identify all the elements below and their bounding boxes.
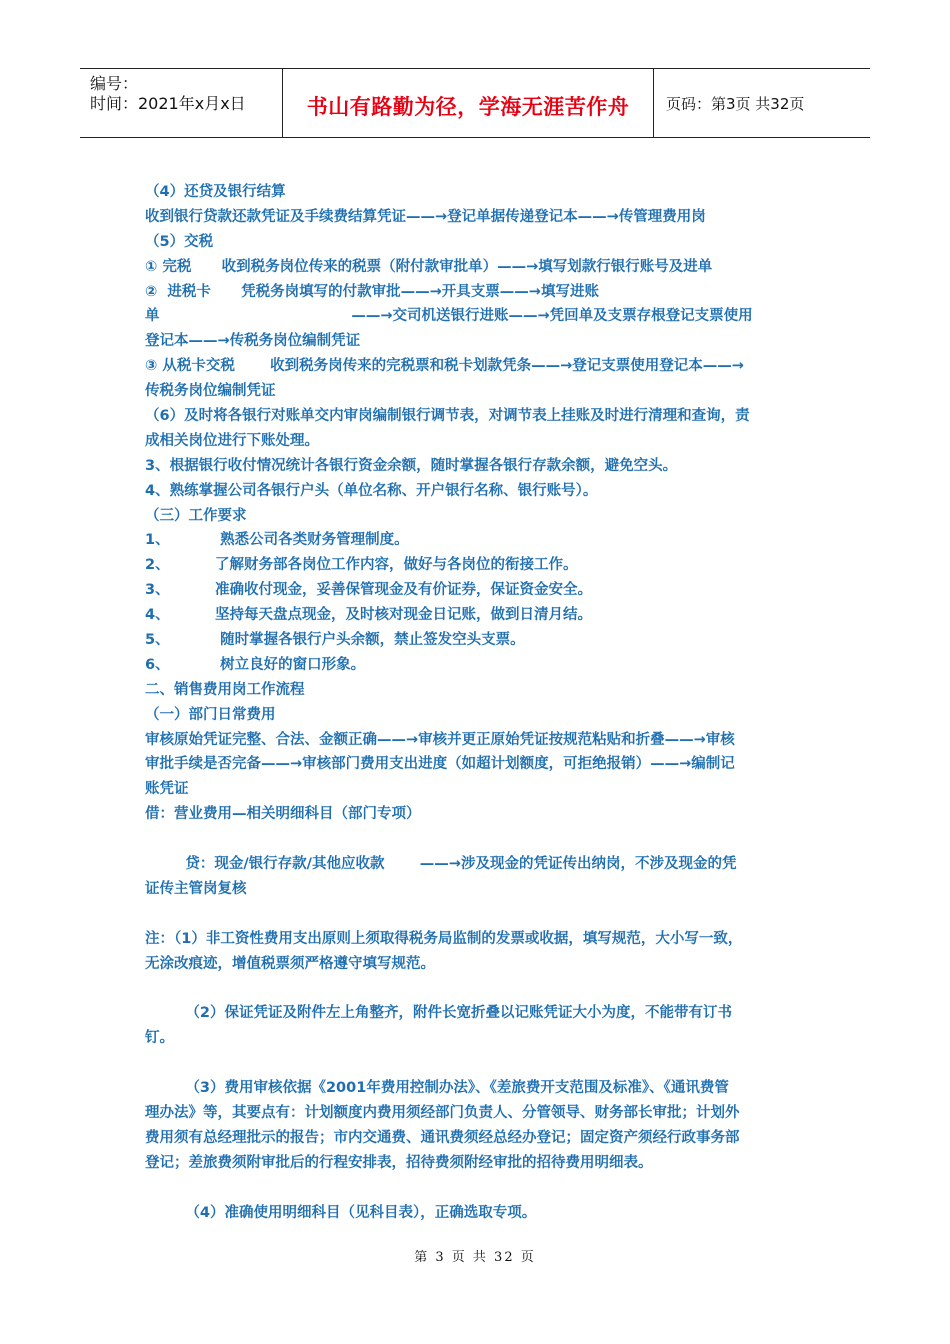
document-body [145, 180, 810, 1225]
text-line: （5）交税 [145, 233, 214, 250]
page-footer: 第 3 页 共 32 页 [414, 1250, 536, 1265]
text-line: 费用须有总经理批示的报告；市内交通费、通讯费须经总经办登记；固定资产须经行政事务部 [145, 1129, 740, 1146]
text-line: ① 完税 收到税务岗位传来的税票（附付款审批单）——→填写划款行银行账号及进单 [145, 258, 713, 275]
text-line: 单 ——→交司机送银行进账——→凭回单及支票存根登记支票使用 [145, 308, 753, 325]
text-line: 贷：现金/银行存款/其他应收款 ——→涉及现金的凭证传出纳岗，不涉及现金的凭 [145, 856, 737, 873]
text-line: ② 进税卡 凭税务岗填写的付款审批——→开具支票——→填写进账 [145, 283, 599, 300]
text-line: （6）及时将各银行对账单交内审岗编制银行调节表，对调节表上挂账及时进行清理和查询，责 [145, 408, 750, 425]
page-header [80, 68, 870, 138]
text-line: （4）准确使用明细科目（见科目表），正确选取专项。 [145, 1204, 537, 1221]
text-line: 注：（1）非工资性费用支出原则上须取得税务局监制的发票或收据，填写规范，大小写一致， [145, 930, 743, 947]
text-line: 1、 熟悉公司各类财务管理制度。 [145, 532, 409, 549]
text-line: 借：营业费用—相关明细科目（部门专项） [145, 806, 421, 823]
text-line: 登记本——→传税务岗位编制凭证 [145, 333, 361, 350]
text-line: 5、 随时掌握各银行户头余额，禁止签发空头支票。 [145, 632, 525, 649]
blank-line [145, 1176, 810, 1201]
text-line: 3、根据银行收付情况统计各银行资金余额，随时掌握各银行存款余额，避免空头。 [145, 457, 678, 474]
page-label: 页码：第3页 共32页 [666, 95, 805, 113]
text-line: 2、 了解财务部各岗位工作内容，做好与各岗位的衔接工作。 [145, 557, 578, 574]
text-line: 理办法》等，其要点有：计划额度内费用须经部门负责人、分管领导、财务部长审批；计划外 [145, 1104, 740, 1121]
text-line: 审批手续是否完备——→审核部门费用支出进度（如超计划额度，可拒绝报销）——→编制记 [145, 756, 735, 773]
blank-line [145, 827, 810, 852]
text-line: 账凭证 [145, 781, 189, 798]
header-page-cell [654, 69, 870, 137]
text-line: （2）保证凭证及附件左上角整齐，附件长宽折叠以记账凭证大小为度，不能带有订书 [145, 1005, 732, 1022]
text-line: 二、销售费用岗工作流程 [145, 681, 305, 698]
blank-line [145, 1051, 810, 1076]
text-line: （4）还贷及银行结算 [145, 184, 286, 200]
header-motto-cell [283, 69, 654, 137]
text-line: （三）工作要求 [145, 507, 247, 524]
text-line: 钉。 [145, 1030, 174, 1047]
motto: 书山有路勤为径，学海无涯苦作舟 [306, 94, 630, 119]
text-line: 登记；差旅费须附审批后的行程安排表，招待费须附经审批的招待费用明细表。 [145, 1154, 653, 1171]
time-label: 时间：2021年x月x日 [90, 94, 246, 113]
text-line: （一）部门日常费用 [145, 706, 276, 723]
header-info-cell [80, 69, 283, 137]
text-line: 4、熟练掌握公司各银行户头（单位名称、开户银行名称、银行账号）。 [145, 482, 598, 499]
text-line: ③ 从税卡交税 收到税务岗传来的完税票和税卡划款凭条——→登记支票使用登记本——→ [145, 358, 744, 375]
number-label: 编号： [90, 74, 139, 93]
blank-line [145, 977, 810, 1002]
text-line: 证传主管岗复核 [145, 880, 247, 897]
text-line: 成相关岗位进行下账处理。 [145, 432, 319, 449]
text-line: 3、 准确收付现金，妥善保管现金及有价证券，保证资金安全。 [145, 582, 593, 599]
text-line: 审核原始凭证完整、合法、金额正确——→审核并更正原始凭证按规范粘贴和折叠——→审核 [145, 731, 735, 748]
text-line: 4、 坚持每天盘点现金，及时核对现金日记账，做到日清月结。 [145, 607, 593, 624]
text-line: （3）费用审核依据《2001年费用控制办法》、《差旅费开支范围及标准》、《通讯费管 [145, 1080, 729, 1097]
text-line: 无涂改痕迹，增值税票须严格遵守填写规范。 [145, 955, 435, 972]
blank-line [145, 902, 810, 927]
text-line: 传税务岗位编制凭证 [145, 383, 276, 400]
text-line: 收到银行贷款还款凭证及手续费结算凭证——→登记单据传递登记本——→传管理费用岗 [145, 208, 706, 225]
text-line: 6、 树立良好的窗口形象。 [145, 656, 366, 673]
